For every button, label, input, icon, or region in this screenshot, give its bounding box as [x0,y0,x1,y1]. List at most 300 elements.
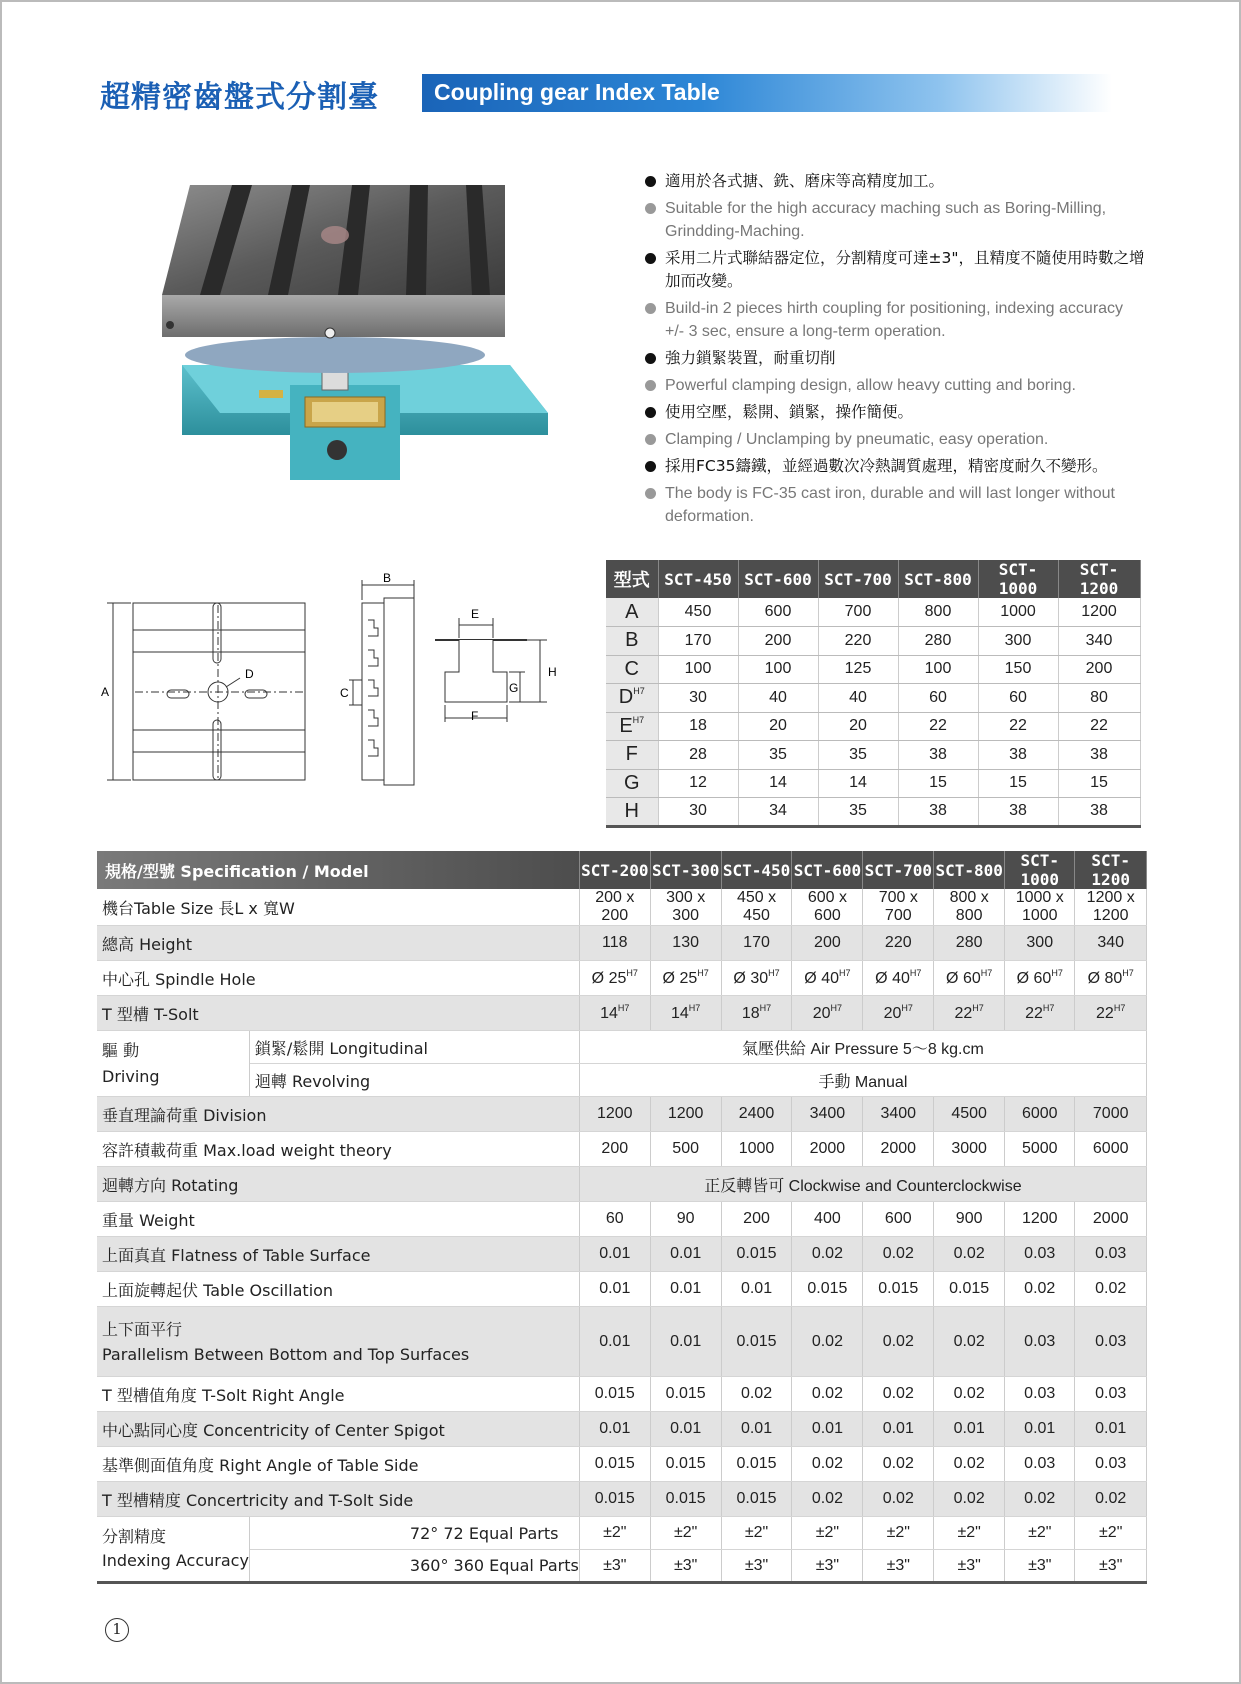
spec-row-name: T 型槽值角度 T-Solt Right Angle [97,1377,579,1412]
spec-cell: ±2" [1075,1517,1147,1550]
spec-value: 6000 [1021,1105,1058,1122]
tolerance-grade: H7 [972,1003,984,1013]
spec-value: 130 [672,934,699,951]
spec-cell [1075,1202,1147,1237]
feature-1-en [645,197,1145,243]
spec-span-value: 手動 Manual [579,1064,1146,1097]
spec-model-header: SCT-1000 [1005,851,1075,889]
spec-row-name: 72° 72 Equal Parts [249,1517,579,1550]
spec-cell [1075,996,1147,1031]
dim-cell: 38 [978,798,1058,827]
spec-value: 0.01 [599,1420,631,1437]
dim-label-h: H [548,665,557,679]
dim-model-header: SCT-800 [898,560,978,598]
spec-cell [1005,889,1075,926]
spec-value: 3000 [951,1140,987,1157]
spec-row-spindle [97,961,1147,996]
dim-cell: 220 [818,627,898,656]
spec-row-maxload [97,1132,1147,1167]
spec-value: 1200 [667,1105,704,1122]
spec-row-name: 上面旋轉起伏 Table Oscillation [97,1272,579,1307]
dim-cell: 60 [898,684,978,713]
tslot-detail-drawing [435,618,547,722]
spec-value: 3400 [880,1105,917,1122]
spec-cell: ±2" [1005,1517,1075,1550]
driving-group-label [97,1031,249,1097]
dim-cell: 1000 [978,598,1058,627]
spec-value: 0.02 [1024,1490,1056,1507]
spec-row-name: T 型槽 T-Solt [97,996,579,1031]
spec-cell [650,1202,721,1237]
spec-cell [934,1132,1005,1167]
spec-value: 0.02 [882,1385,914,1402]
spec-value: 0.02 [953,1490,985,1507]
spec-cell [863,1272,934,1307]
dim-label-e: E [471,607,480,621]
dim-label-b: B [383,571,392,585]
spec-cell [721,1272,792,1307]
spec-cell [792,1097,863,1132]
spec-cell [792,889,863,926]
bullet-icon [645,407,656,418]
spec-cell [579,1412,650,1447]
spec-cell [1005,1202,1075,1237]
dim-cell: 200 [1058,655,1140,684]
product-photo [160,185,580,505]
spec-value: 200 [814,934,841,951]
spec-cell [650,1097,721,1132]
dim-label-f: F [471,709,479,723]
spec-cell [934,1482,1005,1517]
dim-model-header: SCT-600 [738,560,818,598]
driving-label-zh: 驅 動 [102,1040,140,1060]
dim-cell: 12 [658,769,738,798]
spec-row-name: 中心孔 Spindle Hole [97,961,579,996]
dim-cell: 40 [738,684,818,713]
spec-cell [650,1132,721,1167]
spec-value: 0.01 [670,1420,702,1437]
spec-cell: 0.02 [792,1307,863,1377]
spec-row-weight [97,1202,1147,1237]
spec-cell [721,889,792,926]
spec-cell [579,1202,650,1237]
spec-cell [792,1482,863,1517]
spec-cell [1075,961,1147,996]
indexing-label-en: Indexing Accuracy [102,1551,249,1570]
top-view-drawing [107,603,305,780]
spec-cell [579,889,650,926]
spec-row-name: 基準側面值角度 Right Angle of Table Side [97,1447,579,1482]
spec-cell [1005,1132,1075,1167]
spec-value: 0.015 [736,1455,777,1472]
spec-row-name: 中心點同心度 Concentricity of Center Spigot [97,1412,579,1447]
spec-row-name: 迴轉 Revolving [249,1064,579,1097]
tolerance-grade: H7 [768,968,780,978]
spec-value: 0.015 [594,1385,635,1402]
spec-cell: ±2" [934,1517,1005,1550]
bullet-icon [645,380,656,391]
spec-value: 450 x 450 [736,889,777,924]
spec-row-indexing-72 [97,1517,1147,1550]
spec-value: 0.03 [1024,1385,1056,1402]
spec-span-value: 正反轉皆可 Clockwise and Counterclockwise [579,1167,1146,1202]
spec-value: 0.01 [1095,1420,1127,1437]
dim-cell: 35 [818,741,898,770]
spec-row-tslot [97,996,1147,1031]
spec-cell [650,996,721,1031]
dim-cell: 450 [658,598,738,627]
spec-cell [863,1412,934,1447]
spec-value: 6000 [1092,1140,1129,1157]
spec-cell [792,1272,863,1307]
dim-row-label [606,798,658,827]
dim-table-row [606,598,1140,627]
dim-cell: 28 [658,741,738,770]
feature-4-zh [645,401,1145,424]
spec-value: 0.03 [1095,1385,1127,1402]
spec-row-name: 鎖緊/鬆開 Longitudinal [249,1031,579,1064]
spec-value: 0.03 [1095,1245,1127,1262]
spec-cell [792,1237,863,1272]
feature-text: 使用空壓，鬆開、鎖緊，操作簡便。 [665,403,914,421]
spec-cell [1075,1132,1147,1167]
dim-cell: 170 [658,627,738,656]
spec-value: 1200 x 1200 [1086,889,1135,924]
dim-letter: G [623,771,640,794]
spec-value: 0.01 [670,1245,702,1262]
spec-value: 60 [605,1210,624,1227]
dim-model-header: SCT-700 [818,560,898,598]
spec-cell: ±3" [1005,1550,1075,1583]
spec-value: 0.015 [878,1280,919,1297]
spec-value: 340 [1097,934,1125,951]
dim-table-row [606,655,1140,684]
spec-value: 0.01 [670,1280,702,1297]
dim-table-row [606,769,1140,798]
feature-1-zh [645,170,1145,193]
spec-value: 14 [671,1005,689,1022]
spec-value: 0.015 [594,1490,635,1507]
spec-cell [934,1202,1005,1237]
spec-cell [934,961,1005,996]
spec-cell: ±3" [579,1550,650,1583]
dim-cell: 100 [898,655,978,684]
dim-cell: 30 [658,798,738,827]
spec-value: 22 [954,1005,973,1022]
spec-cell [1075,1482,1147,1517]
dim-row-label [606,684,658,713]
spec-row-name: 重量 Weight [97,1202,579,1237]
tolerance-grade: H7 [980,968,993,978]
spec-row-division [97,1097,1147,1132]
spec-row-table-size [97,889,1147,926]
dim-cell: 18 [658,712,738,741]
spec-cell [721,1447,792,1482]
dim-cell: 38 [898,798,978,827]
spec-value: 0.03 [1095,1455,1127,1472]
spec-cell [650,1237,721,1272]
dim-cell: 22 [978,712,1058,741]
tolerance-grade: H7 [626,968,638,978]
spec-cell [721,1482,792,1517]
spec-row-tslot-angle [97,1377,1147,1412]
spec-value: Ø 40 [804,970,839,987]
clamp-knob [327,440,347,460]
spec-value: 0.02 [882,1245,914,1262]
spec-value: 1200 [596,1105,633,1122]
dim-cell: 14 [818,769,898,798]
spec-cell: ±3" [1075,1550,1147,1583]
driving-label-en: Driving [102,1066,160,1086]
dim-table-corner: 型式 [606,560,658,598]
tolerance-grade: H7 [1113,1003,1126,1013]
spec-cell [934,996,1005,1031]
dim-cell: 38 [1058,798,1140,827]
dim-cell: 20 [738,712,818,741]
dim-cell: 60 [978,684,1058,713]
spec-value: 0.02 [811,1245,843,1262]
spec-value: 0.02 [1095,1280,1127,1297]
feature-text: The body is FC-35 cast iron, durable and will last longer without deformation. [665,485,1115,525]
spec-value: 0.02 [1095,1490,1127,1507]
feature-5-en [645,482,1145,528]
bullet-icon [645,461,656,472]
dim-cell: 800 [898,598,978,627]
dim-cell: 35 [738,741,818,770]
spec-value: 20 [883,1005,902,1022]
dim-cell: 38 [898,741,978,770]
spec-cell [1075,1447,1147,1482]
spec-value: 600 [884,1210,912,1227]
spec-cell [579,926,650,961]
spec-cell [934,889,1005,926]
tolerance-grade: H7 [617,1003,630,1013]
dim-letter: A [625,600,639,623]
spec-cell [1005,961,1075,996]
spec-cell [1005,1447,1075,1482]
dim-cell: 700 [818,598,898,627]
dim-cell: 38 [978,741,1058,770]
title-en: Coupling gear Index Table [434,79,720,105]
spec-value: 900 [955,1210,983,1227]
spec-cell: ±3" [650,1550,721,1583]
spec-model-header: SCT-200 [579,851,650,889]
spec-row-right-angle [97,1447,1147,1482]
spec-cell: 0.015 [721,1307,792,1377]
spec-row-name: T 型槽精度 Concertricity and T-Solt Side [97,1482,579,1517]
spec-cell [721,1412,792,1447]
spec-cell [1005,1482,1075,1517]
spec-value: 0.02 [811,1490,843,1507]
spec-model-header: SCT-300 [650,851,721,889]
spec-cell [579,1272,650,1307]
spec-cell: ±3" [721,1550,792,1583]
spec-value: 0.01 [599,1245,631,1262]
spec-value: Ø 25 [591,970,627,987]
spec-row-rotating [97,1167,1147,1202]
spec-value: 0.01 [599,1280,631,1297]
dim-letter: C [624,657,639,680]
dim-table-row [606,798,1140,827]
spec-cell [863,961,934,996]
dim-letter: E [619,714,633,737]
spec-row-concentricity [97,1412,1147,1447]
dim-cell: 38 [1058,741,1140,770]
spec-cell [579,1132,650,1167]
spec-value: 0.02 [953,1385,985,1402]
spec-table-corner: 規格/型號 Specification / Model [97,851,579,889]
spec-cell [863,1202,934,1237]
dim-cell: 30 [658,684,738,713]
spec-value: 0.02 [953,1245,985,1262]
feature-5-zh [645,455,1145,478]
spec-cell [934,1447,1005,1482]
spec-value: 170 [743,934,770,951]
spec-cell [1075,889,1147,926]
bullet-icon [645,434,656,445]
spec-cell [1005,1272,1075,1307]
spec-model-header: SCT-1200 [1075,851,1147,889]
spec-value: 22 [1096,1005,1114,1022]
dim-cell: 100 [658,655,738,684]
spec-cell: 0.02 [934,1307,1005,1377]
spec-cell: ±3" [792,1550,863,1583]
dim-row-label [606,769,658,798]
spec-value: 20 [812,1005,831,1022]
spec-row-name [97,1307,579,1377]
tolerance-grade: H7 [697,968,709,978]
spec-row-name: 總高 Height [97,926,579,961]
spec-cell: 0.03 [1005,1307,1075,1377]
spec-cell: ±2" [863,1517,934,1550]
spec-span-value: 氣壓供給 Air Pressure 5～8 kg.cm [579,1031,1146,1064]
bullet-icon [645,353,656,364]
bullet-icon [645,176,656,187]
spec-value: 0.02 [953,1455,985,1472]
dim-cell: 15 [978,769,1058,798]
side-view-drawing [349,580,414,785]
spec-cell [721,961,792,996]
spec-row-oscillation [97,1272,1147,1307]
spec-value: Ø 40 [875,970,910,987]
spec-value: 0.01 [740,1280,773,1297]
dim-cell: 340 [1058,627,1140,656]
dim-table-row [606,627,1140,656]
tolerance-grade: H7 [838,968,851,978]
spec-cell [650,1412,721,1447]
dim-row-label [606,712,658,741]
dim-letter: F [625,743,638,766]
spec-value: 220 [884,934,912,951]
dim-model-header: SCT-1000 [978,560,1058,598]
dim-cell: 150 [978,655,1058,684]
spec-cell [1005,1377,1075,1412]
spec-cell [721,1237,792,1272]
spec-cell [1005,1097,1075,1132]
spec-cell [792,1447,863,1482]
spec-value: 14 [600,1005,618,1022]
spec-row-name: 迴轉方向 Rotating [97,1167,579,1202]
spec-value: 0.02 [811,1385,843,1402]
bullet-icon [645,253,656,264]
spec-value: 200 [601,1140,629,1157]
spec-cell [650,1482,721,1517]
spec-cell [1075,1097,1147,1132]
feature-2-en [645,297,1145,343]
spec-value: 2000 [809,1140,846,1157]
spec-value: 0.03 [1024,1455,1056,1472]
dim-cell: 80 [1058,684,1140,713]
spec-value: 0.01 [953,1420,985,1437]
spec-model-header: SCT-800 [934,851,1005,889]
bullet-icon [645,203,656,214]
spec-cell [863,1482,934,1517]
dim-row-label [606,598,658,627]
tolerance-grade: H7 [1122,968,1134,978]
feature-text: 適用於各式搪、銑、磨床等高精度加工。 [665,172,945,190]
spec-cell [721,996,792,1031]
spec-cell: 0.03 [1075,1307,1147,1377]
spec-cell: ±3" [934,1550,1005,1583]
dim-cell: 300 [978,627,1058,656]
spec-cell [792,996,863,1031]
spec-value: 2000 [880,1140,917,1157]
spec-cell [863,1447,934,1482]
spec-cell: ±3" [863,1550,934,1583]
dim-table-row [606,712,1140,741]
parallelism-label-en: Parallelism Between Bottom and Top Surfaces [102,1344,470,1364]
spec-value: 0.02 [882,1490,914,1507]
spec-value: 0.01 [1024,1420,1056,1437]
spec-value: Ø 60 [946,970,981,987]
dim-cell: 22 [898,712,978,741]
dim-row-label [606,741,658,770]
tolerance-grade: H7 [759,1003,772,1013]
indexing-label-zh: 分割精度 [102,1527,167,1546]
tolerance-grade: H7 [1051,968,1063,978]
spec-row-name: 360° 360 Equal Parts [249,1550,579,1583]
dim-cell: 280 [898,627,978,656]
spec-row-parallelism [97,1307,1147,1377]
spec-cell [650,889,721,926]
spec-value: 0.02 [811,1455,843,1472]
spec-cell: 0.01 [650,1307,721,1377]
spec-value: 0.01 [740,1420,773,1437]
spec-value: 3400 [809,1105,846,1122]
dimension-table [606,560,1141,828]
spec-cell [579,961,650,996]
dim-cell: 15 [1058,769,1140,798]
spec-cell [934,1272,1005,1307]
feature-2-zh [645,247,1145,293]
spec-cell [721,1202,792,1237]
spec-value: 280 [955,934,983,951]
spec-model-header: SCT-600 [792,851,863,889]
dim-label-a: A [101,685,110,699]
spec-cell [579,1447,650,1482]
dim-cell: 34 [738,798,818,827]
spec-cell [579,1237,650,1272]
spec-cell [863,926,934,961]
spec-cell [650,926,721,961]
dim-table-row [606,684,1140,713]
feature-text: 強力鎖緊裝置，耐重切削 [665,349,836,367]
spec-cell [1075,926,1147,961]
spec-value: Ø 30 [733,970,769,987]
spec-value: 600 x 600 [807,889,847,924]
spec-value: 1000 [738,1140,775,1157]
dim-cell: 15 [898,769,978,798]
